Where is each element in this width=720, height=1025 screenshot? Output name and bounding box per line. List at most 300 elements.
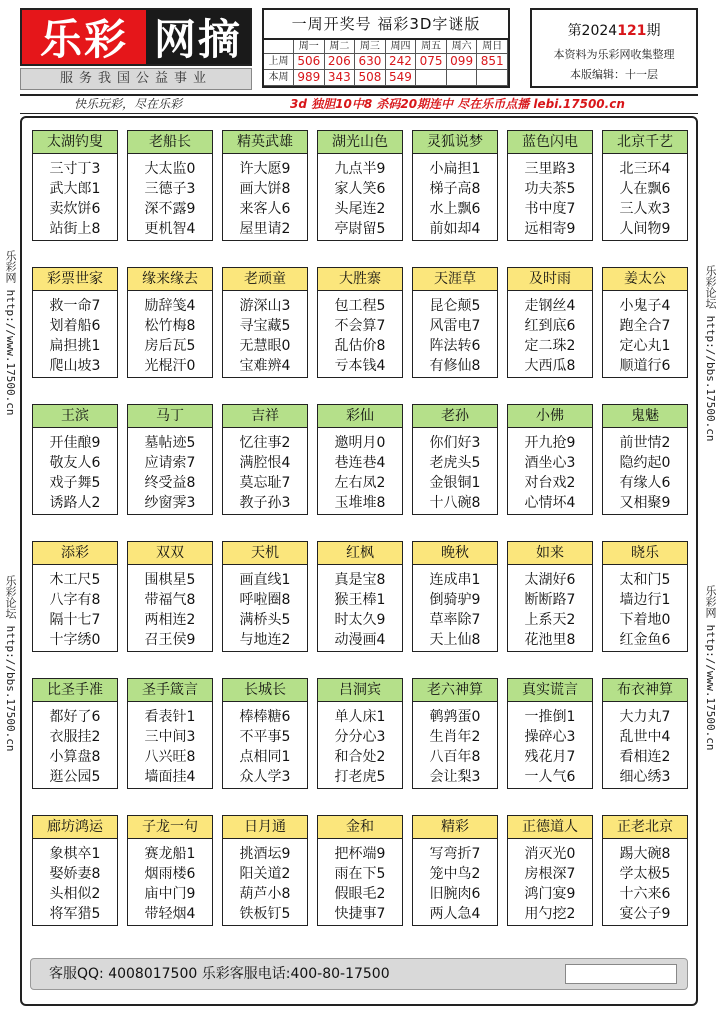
riddle-line: 戏子舞5 bbox=[49, 475, 101, 491]
riddle-lines bbox=[413, 291, 497, 376]
riddle-card bbox=[412, 267, 498, 378]
riddle-card bbox=[602, 267, 688, 378]
riddle-card-author: 缘来缘去 bbox=[128, 268, 212, 291]
riddle-card bbox=[127, 130, 213, 241]
riddle-line: 敬友人6 bbox=[49, 455, 101, 471]
riddle-lines bbox=[603, 154, 687, 239]
riddle-line: 更机智4 bbox=[144, 221, 196, 237]
riddle-line: 乱世中4 bbox=[619, 729, 671, 745]
riddle-line: 下着地0 bbox=[619, 612, 671, 628]
riddle-card-author: 晚秋 bbox=[413, 542, 497, 565]
riddle-card bbox=[602, 404, 688, 515]
riddle-line: 励辞笺4 bbox=[144, 298, 196, 314]
riddle-line: 木工尺5 bbox=[49, 572, 101, 588]
side-text-left-bottom: 乐彩论坛 http://bbs.17500.cn bbox=[4, 575, 17, 752]
riddle-card bbox=[32, 267, 118, 378]
riddle-lines bbox=[603, 839, 687, 924]
riddle-line: 与地连2 bbox=[239, 632, 291, 648]
riddle-line: 画直线1 bbox=[239, 572, 291, 588]
riddle-card bbox=[222, 815, 308, 926]
riddle-line: 雨在下5 bbox=[334, 866, 386, 882]
riddle-card bbox=[32, 130, 118, 241]
riddle-line: 铁板钉5 bbox=[239, 906, 291, 922]
riddle-line: 挑酒坛9 bbox=[239, 846, 291, 862]
riddle-lines bbox=[128, 291, 212, 376]
draw-grid-corner bbox=[264, 40, 294, 54]
riddle-lines bbox=[33, 428, 117, 513]
riddle-line: 水上飘6 bbox=[429, 201, 481, 217]
riddle-lines bbox=[603, 702, 687, 787]
riddle-line: 北三环4 bbox=[619, 161, 671, 177]
riddle-line: 赛龙船1 bbox=[144, 846, 196, 862]
riddle-line: 纱窗霁3 bbox=[144, 495, 196, 511]
riddle-lines bbox=[128, 565, 212, 650]
riddle-line: 墙面挂4 bbox=[144, 769, 196, 785]
riddle-card bbox=[317, 815, 403, 926]
riddle-line: 阳关道2 bbox=[239, 866, 291, 882]
riddle-lines bbox=[128, 428, 212, 513]
riddle-card-author: 正德道人 bbox=[508, 816, 592, 839]
riddle-card bbox=[602, 678, 688, 789]
riddle-card bbox=[222, 130, 308, 241]
riddle-line: 巷连巷4 bbox=[334, 455, 386, 471]
riddle-card-author: 精英武雄 bbox=[223, 131, 307, 154]
riddle-card-author: 吉祥 bbox=[223, 405, 307, 428]
riddle-card-author: 晓乐 bbox=[603, 542, 687, 565]
riddle-card-author: 老六神算 bbox=[413, 679, 497, 702]
riddle-card bbox=[317, 678, 403, 789]
riddle-line: 大太监0 bbox=[144, 161, 196, 177]
this-week-number bbox=[416, 70, 447, 86]
riddle-line: 小扁担1 bbox=[429, 161, 481, 177]
riddle-card bbox=[507, 404, 593, 515]
riddle-line: 八百年8 bbox=[429, 749, 481, 765]
riddle-line: 隐约起0 bbox=[619, 455, 671, 471]
riddle-lines bbox=[33, 839, 117, 924]
riddle-card bbox=[127, 678, 213, 789]
riddle-line: 不会算7 bbox=[334, 318, 386, 334]
riddle-card-author: 日月通 bbox=[223, 816, 307, 839]
riddle-line: 扁担挑1 bbox=[49, 338, 101, 354]
riddle-line: 断断路7 bbox=[524, 592, 576, 608]
riddle-card-author: 圣手箴言 bbox=[128, 679, 212, 702]
riddle-row bbox=[32, 678, 688, 789]
riddle-line: 三寸丁3 bbox=[49, 161, 101, 177]
issue-editor: 本版编辑：十一层 bbox=[570, 68, 658, 81]
riddle-line: 跑全合7 bbox=[619, 318, 671, 334]
riddle-card-author: 鬼魅 bbox=[603, 405, 687, 428]
riddle-line: 生肖年2 bbox=[429, 729, 481, 745]
riddle-line: 松竹梅8 bbox=[144, 318, 196, 334]
riddle-card-author: 彩票世家 bbox=[33, 268, 117, 291]
header bbox=[0, 0, 720, 92]
riddle-card bbox=[317, 267, 403, 378]
riddle-card bbox=[507, 267, 593, 378]
riddle-line: 倒骑驴9 bbox=[429, 592, 481, 608]
riddle-lines bbox=[508, 154, 592, 239]
tagline-promo-link[interactable]: 3d 独胆10中8 杀码20期连中 尽在乐币点播 lebi.17500.cn bbox=[290, 97, 625, 111]
riddle-line: 诱路人2 bbox=[49, 495, 101, 511]
riddle-lines bbox=[223, 291, 307, 376]
riddle-lines bbox=[33, 291, 117, 376]
riddle-line: 众人学3 bbox=[239, 769, 291, 785]
this-week-label: 本周 bbox=[264, 70, 294, 86]
riddle-line: 宴公子9 bbox=[619, 906, 671, 922]
riddle-card-author: 王滨 bbox=[33, 405, 117, 428]
issue-suffix: 期 bbox=[646, 23, 661, 39]
side-text-right-bottom: 乐彩网 http://www.17500.cn bbox=[704, 585, 717, 751]
riddle-card-author: 彩仙 bbox=[318, 405, 402, 428]
riddle-card-author: 蓝色闪电 bbox=[508, 131, 592, 154]
footer-blank-box bbox=[565, 964, 677, 984]
riddle-card-author: 如来 bbox=[508, 542, 592, 565]
last-week-number: 206 bbox=[325, 54, 356, 70]
riddle-line: 亏本钱4 bbox=[334, 358, 386, 374]
riddle-card-author: 双双 bbox=[128, 542, 212, 565]
riddle-line: 太湖好6 bbox=[524, 572, 576, 588]
riddle-line: 屋里请2 bbox=[239, 221, 291, 237]
riddle-line: 都好了6 bbox=[49, 709, 101, 725]
this-week-number: 508 bbox=[355, 70, 386, 86]
riddle-line: 动漫画4 bbox=[334, 632, 386, 648]
riddle-line: 满桥头5 bbox=[239, 612, 291, 628]
riddle-card bbox=[507, 678, 593, 789]
logo-red-part: 乐彩 bbox=[39, 15, 128, 64]
riddle-line: 站街上8 bbox=[49, 221, 101, 237]
riddle-card-author: 添彩 bbox=[33, 542, 117, 565]
logo-black-part: 网摘 bbox=[146, 10, 250, 64]
weekday-header: 周日 bbox=[477, 40, 508, 54]
riddle-lines bbox=[318, 839, 402, 924]
riddle-line: 小算盘8 bbox=[49, 749, 101, 765]
riddle-line: 有修仙8 bbox=[429, 358, 481, 374]
riddle-line: 终受益8 bbox=[144, 475, 196, 491]
slogan: 服务我国公益事业 bbox=[20, 68, 252, 90]
riddle-line: 远相寄9 bbox=[524, 221, 576, 237]
riddle-card-author: 天机 bbox=[223, 542, 307, 565]
riddle-lines bbox=[223, 565, 307, 650]
riddle-card-author: 金和 bbox=[318, 816, 402, 839]
riddle-line: 一人气6 bbox=[524, 769, 576, 785]
riddle-line: 假眼毛2 bbox=[334, 886, 386, 902]
riddle-card-author: 老船长 bbox=[128, 131, 212, 154]
riddle-line: 满腔恨4 bbox=[239, 455, 291, 471]
riddle-card bbox=[412, 541, 498, 652]
riddle-card-author: 天涯草 bbox=[413, 268, 497, 291]
riddle-line: 定二珠2 bbox=[524, 338, 576, 354]
riddle-line: 许大愿9 bbox=[239, 161, 291, 177]
issue-line bbox=[532, 20, 696, 40]
riddle-lines bbox=[603, 428, 687, 513]
riddle-card-author: 及时雨 bbox=[508, 268, 592, 291]
riddle-line: 头相似2 bbox=[49, 886, 101, 902]
riddle-line: 风雷电7 bbox=[429, 318, 481, 334]
riddle-card bbox=[222, 267, 308, 378]
riddle-line: 草率除7 bbox=[429, 612, 481, 628]
issue-number: 121 bbox=[617, 23, 647, 39]
riddle-lines bbox=[318, 428, 402, 513]
riddle-line: 卖炊饼6 bbox=[49, 201, 101, 217]
riddle-line: 家人笑6 bbox=[334, 181, 386, 197]
riddle-card bbox=[32, 541, 118, 652]
riddle-line: 看相连2 bbox=[619, 749, 671, 765]
riddle-line: 娶娇妻8 bbox=[49, 866, 101, 882]
riddle-line: 武大郎1 bbox=[49, 181, 101, 197]
last-week-number: 099 bbox=[447, 54, 478, 70]
riddle-line: 前世情2 bbox=[619, 435, 671, 451]
issue-panel bbox=[530, 8, 698, 88]
riddle-lines bbox=[318, 565, 402, 650]
riddle-line: 红金鱼6 bbox=[619, 632, 671, 648]
riddle-line: 用勺挖2 bbox=[524, 906, 576, 922]
last-week-number: 630 bbox=[355, 54, 386, 70]
riddle-lines bbox=[128, 839, 212, 924]
riddle-lines bbox=[128, 154, 212, 239]
riddle-line: 将军猎5 bbox=[49, 906, 101, 922]
this-week-number bbox=[447, 70, 478, 86]
side-text-right-top: 乐彩论坛 http://bbs.17500.cn bbox=[704, 265, 717, 442]
riddle-card bbox=[127, 267, 213, 378]
last-week-number: 075 bbox=[416, 54, 447, 70]
riddle-lines bbox=[508, 428, 592, 513]
riddle-line: 邀明月0 bbox=[334, 435, 386, 451]
riddle-line: 无慧眼0 bbox=[239, 338, 291, 354]
riddle-line: 把杯端9 bbox=[334, 846, 386, 862]
riddle-card bbox=[32, 404, 118, 515]
riddle-line: 金银铜1 bbox=[429, 475, 481, 491]
riddle-lines bbox=[33, 154, 117, 239]
riddle-line: 你们好3 bbox=[429, 435, 481, 451]
riddle-row bbox=[32, 404, 688, 515]
riddle-line: 带福气8 bbox=[144, 592, 196, 608]
riddle-line: 墙边行1 bbox=[619, 592, 671, 608]
riddle-line: 三里路3 bbox=[524, 161, 576, 177]
weekday-header: 周一 bbox=[294, 40, 325, 54]
riddle-line: 三中间3 bbox=[144, 729, 196, 745]
issue-note: 本资料为乐彩网收集整理 bbox=[553, 48, 675, 61]
riddle-line: 书中度7 bbox=[524, 201, 576, 217]
riddle-card bbox=[127, 541, 213, 652]
riddle-lines bbox=[318, 291, 402, 376]
riddle-line: 十八碗8 bbox=[429, 495, 481, 511]
riddle-line: 房根深7 bbox=[524, 866, 576, 882]
riddle-line: 三德子3 bbox=[144, 181, 196, 197]
riddle-lines bbox=[33, 702, 117, 787]
riddle-line: 时太久9 bbox=[334, 612, 386, 628]
riddle-card-author: 精彩 bbox=[413, 816, 497, 839]
riddle-line: 学太极5 bbox=[619, 866, 671, 882]
riddle-card bbox=[317, 541, 403, 652]
riddle-lines bbox=[603, 565, 687, 650]
riddle-line: 走钢丝4 bbox=[524, 298, 576, 314]
riddle-line: 定心丸1 bbox=[619, 338, 671, 354]
riddle-card-author: 北京千艺 bbox=[603, 131, 687, 154]
riddle-card bbox=[507, 130, 593, 241]
riddle-line: 点相同1 bbox=[239, 749, 291, 765]
tagline-bar bbox=[20, 94, 698, 114]
riddle-line: 庙中门9 bbox=[144, 886, 196, 902]
riddle-card-author: 吕洞宾 bbox=[318, 679, 402, 702]
riddle-card bbox=[412, 130, 498, 241]
riddle-line: 包工程5 bbox=[334, 298, 386, 314]
last-week-number: 506 bbox=[294, 54, 325, 70]
riddle-line: 救一命7 bbox=[49, 298, 101, 314]
riddle-line: 莫忘耻7 bbox=[239, 475, 291, 491]
this-week-number: 549 bbox=[386, 70, 417, 86]
riddle-card-author: 灵狐说梦 bbox=[413, 131, 497, 154]
riddle-lines bbox=[508, 702, 592, 787]
riddle-card bbox=[412, 404, 498, 515]
riddle-card bbox=[602, 815, 688, 926]
riddle-lines bbox=[413, 154, 497, 239]
riddle-line: 带轻烟4 bbox=[144, 906, 196, 922]
riddle-card-author: 马丁 bbox=[128, 405, 212, 428]
riddle-line: 又相聚9 bbox=[619, 495, 671, 511]
riddle-card bbox=[222, 541, 308, 652]
riddle-lines bbox=[318, 702, 402, 787]
draw-panel-title: 一周开奖号 福彩3D字谜版 bbox=[264, 10, 508, 40]
riddle-card-author: 姜太公 bbox=[603, 268, 687, 291]
riddle-line: 左右凤2 bbox=[334, 475, 386, 491]
riddle-lines bbox=[508, 291, 592, 376]
riddle-line: 十字绣0 bbox=[49, 632, 101, 648]
riddle-card bbox=[222, 404, 308, 515]
riddle-lines bbox=[603, 291, 687, 376]
riddle-line: 衣服挂2 bbox=[49, 729, 101, 745]
riddle-line: 画大饼8 bbox=[239, 181, 291, 197]
last-week-number: 851 bbox=[477, 54, 508, 70]
riddle-card-author: 比圣手准 bbox=[33, 679, 117, 702]
riddle-line: 对台戏2 bbox=[524, 475, 576, 491]
riddle-card bbox=[507, 541, 593, 652]
riddle-card bbox=[602, 541, 688, 652]
riddle-line: 小鬼子4 bbox=[619, 298, 671, 314]
riddle-line: 三人欢3 bbox=[619, 201, 671, 217]
riddle-line: 酒坐心3 bbox=[524, 455, 576, 471]
riddle-line: 大西瓜8 bbox=[524, 358, 576, 374]
riddle-line: 会让梨3 bbox=[429, 769, 481, 785]
this-week-number: 343 bbox=[325, 70, 356, 86]
riddle-lines bbox=[508, 565, 592, 650]
riddle-line: 真是宝8 bbox=[334, 572, 386, 588]
riddle-line: 房后瓦5 bbox=[144, 338, 196, 354]
riddle-line: 召王侯9 bbox=[144, 632, 196, 648]
riddle-lines bbox=[413, 428, 497, 513]
riddle-card bbox=[412, 678, 498, 789]
riddle-line: 八字有8 bbox=[49, 592, 101, 608]
weekday-header: 周六 bbox=[447, 40, 478, 54]
riddle-line: 光棍汗0 bbox=[144, 358, 196, 374]
riddle-line: 人在飘6 bbox=[619, 181, 671, 197]
riddle-card-author: 红枫 bbox=[318, 542, 402, 565]
riddle-card bbox=[317, 404, 403, 515]
riddle-line: 深不露9 bbox=[144, 201, 196, 217]
riddle-line: 猴王棒1 bbox=[334, 592, 386, 608]
issue-prefix: 第2024 bbox=[567, 23, 618, 39]
riddle-line: 划着船6 bbox=[49, 318, 101, 334]
tagline-left: 快乐玩彩，尽在乐彩 bbox=[74, 97, 183, 111]
riddle-line: 开九抢9 bbox=[524, 435, 576, 451]
riddle-card bbox=[127, 404, 213, 515]
riddle-line: 头尾连2 bbox=[334, 201, 386, 217]
weekday-header: 周四 bbox=[386, 40, 417, 54]
riddle-line: 亭尉留5 bbox=[334, 221, 386, 237]
riddle-line: 来客人6 bbox=[239, 201, 291, 217]
riddle-line: 旧腕肉6 bbox=[429, 886, 481, 902]
riddle-row bbox=[32, 267, 688, 378]
riddle-line: 宝难辨4 bbox=[239, 358, 291, 374]
riddle-line: 隔十七7 bbox=[49, 612, 101, 628]
riddle-line: 上系天2 bbox=[524, 612, 576, 628]
riddle-line: 鹌鹑蛋0 bbox=[429, 709, 481, 725]
riddle-card-author: 长城长 bbox=[223, 679, 307, 702]
riddle-card bbox=[32, 678, 118, 789]
weekday-header: 周五 bbox=[416, 40, 447, 54]
riddle-line: 踢大碗8 bbox=[619, 846, 671, 862]
main-frame bbox=[20, 116, 698, 1006]
riddle-line: 前如却4 bbox=[429, 221, 481, 237]
last-week-number: 242 bbox=[386, 54, 417, 70]
riddle-lines bbox=[413, 702, 497, 787]
riddle-card bbox=[317, 130, 403, 241]
riddle-line: 忆往事2 bbox=[239, 435, 291, 451]
riddle-card-author: 真实谎言 bbox=[508, 679, 592, 702]
riddle-card-author: 湖光山色 bbox=[318, 131, 402, 154]
riddle-card-author: 小佛 bbox=[508, 405, 592, 428]
riddle-line: 两相连2 bbox=[144, 612, 196, 628]
riddle-line: 分分心3 bbox=[334, 729, 386, 745]
riddle-line: 花池里8 bbox=[524, 632, 576, 648]
riddle-card bbox=[32, 815, 118, 926]
riddle-line: 红到底6 bbox=[524, 318, 576, 334]
riddle-line: 心情坏4 bbox=[524, 495, 576, 511]
riddle-lines bbox=[223, 702, 307, 787]
riddle-line: 爬山坡3 bbox=[49, 358, 101, 374]
riddle-line: 棒棒糖6 bbox=[239, 709, 291, 725]
this-week-number: 989 bbox=[294, 70, 325, 86]
this-week-number bbox=[477, 70, 508, 86]
riddle-line: 消灭光0 bbox=[524, 846, 576, 862]
riddle-line: 八兴旺8 bbox=[144, 749, 196, 765]
riddle-line: 十六来6 bbox=[619, 886, 671, 902]
riddle-line: 游深山3 bbox=[239, 298, 291, 314]
riddle-line: 墓帖迹5 bbox=[144, 435, 196, 451]
riddle-lines bbox=[413, 839, 497, 924]
riddle-line: 太和门5 bbox=[619, 572, 671, 588]
riddle-line: 昆仑颠5 bbox=[429, 298, 481, 314]
riddle-line: 功夫茶5 bbox=[524, 181, 576, 197]
riddle-line: 乱估价8 bbox=[334, 338, 386, 354]
riddle-lines bbox=[33, 565, 117, 650]
riddle-line: 一推倒1 bbox=[524, 709, 576, 725]
riddle-lines bbox=[318, 154, 402, 239]
riddle-lines bbox=[413, 565, 497, 650]
riddle-line: 打老虎5 bbox=[334, 769, 386, 785]
riddle-line: 围棋星5 bbox=[144, 572, 196, 588]
riddle-line: 开佳酿9 bbox=[49, 435, 101, 451]
riddle-card-author: 老顽童 bbox=[223, 268, 307, 291]
riddle-line: 呼啦圈8 bbox=[239, 592, 291, 608]
last-week-label: 上周 bbox=[264, 54, 294, 70]
riddle-line: 顺道行6 bbox=[619, 358, 671, 374]
riddle-line: 有缘人6 bbox=[619, 475, 671, 491]
riddle-lines bbox=[223, 154, 307, 239]
logo bbox=[20, 8, 252, 66]
riddle-line: 老虎头5 bbox=[429, 455, 481, 471]
riddle-card-author: 大胜寨 bbox=[318, 268, 402, 291]
riddle-lines bbox=[223, 839, 307, 924]
riddle-line: 梯子高8 bbox=[429, 181, 481, 197]
